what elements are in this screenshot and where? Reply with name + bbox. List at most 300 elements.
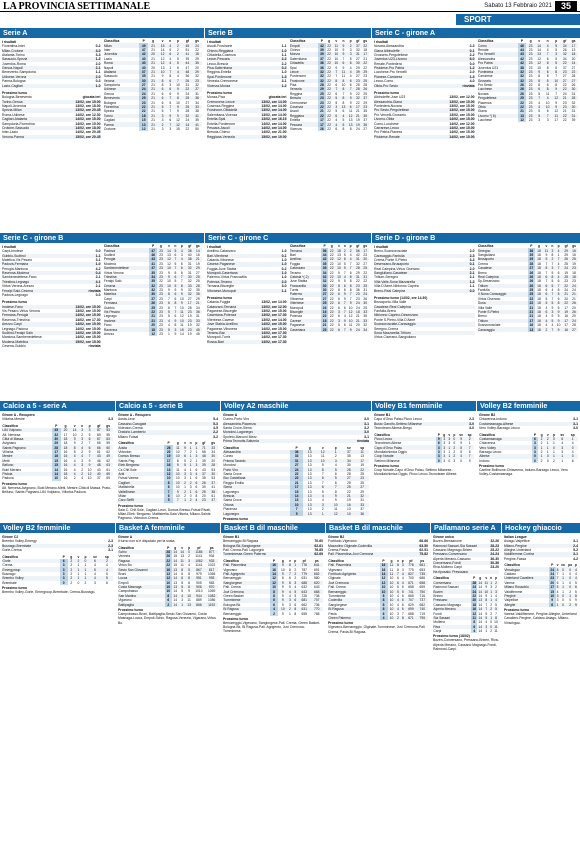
table-cell: 30 [322,283,327,288]
table-cell: 16 [63,467,68,472]
table-cell: 5 [557,314,560,319]
table-cell: 3 [294,580,297,585]
match-name: Albinoleffe-Juve U23 [374,95,406,100]
table-cell: 2 [490,629,493,634]
column-header: p [552,432,555,437]
page-number: 35 [555,1,577,12]
table-cell: 11 [180,563,184,568]
table-cell: 5 [343,279,346,284]
team-name: Conversano [433,581,471,585]
section-body [431,533,501,673]
table-cell: 16 [52,454,61,458]
table-cell: 2 [189,498,192,503]
table-cell: 4 [471,629,477,633]
match-name: Cassano-Carugate [118,421,147,426]
table-cell: 13 [307,489,312,494]
table-cell: 37 [139,70,148,74]
table-cell: 22 [327,43,331,48]
table-cell: 643 [298,589,310,593]
table-cell: 36 [363,122,368,127]
table-cell: 10 [389,594,394,599]
table-cell: 22 [329,292,334,297]
match-score: 2-2 [281,61,287,66]
table-cell: 4 [401,572,404,577]
table-cell: 24 [564,288,569,293]
table-cell: 23 [363,252,368,257]
match-score: 14/02, ore 15.00 [449,134,475,139]
table-cell: 9 [342,47,345,52]
team-name: Ternana [290,248,321,252]
team-name: Pordenone [289,74,307,79]
table-cell: 15 [158,43,167,47]
table-cell: 6 [396,576,399,581]
table-cell: 21 [529,305,534,310]
table-cell: 13 [303,485,316,489]
table-cell: 6 [169,91,172,96]
match-score: 4-0 [469,79,475,84]
table-cell: 1 [288,611,291,616]
table-cell: 10 [87,476,92,481]
column-header: Classifica [289,39,306,44]
team-name: Salernitana [289,56,307,61]
column-header: P [62,554,65,559]
table-cell: 5 [545,296,548,301]
match-score: 14/02, ore 15.00 [75,117,101,122]
table-cell: 26 [518,87,527,91]
table-cell: 28 [569,96,578,100]
table-cell: 5 [556,585,559,590]
table-cell: 37 [363,96,368,101]
standings-header [118,441,218,445]
subheading: Prossimo turno [374,464,400,469]
table-cell: 46 [96,458,101,463]
column-header: g [281,558,284,563]
team-name: Brembo Volley [2,576,60,580]
table-cell: 8 [396,563,399,568]
table-cell: 32 [195,74,199,79]
table-cell: 23 [550,576,555,581]
table-row [290,301,370,305]
table-cell: 7 [169,109,172,114]
section-columns [374,244,578,340]
column-header: Classifica [328,558,344,563]
table-cell: 3 [180,252,183,257]
team-name: Sp.Desenzano [477,279,500,284]
table-cell: 9 [173,114,182,118]
match-name: Chiavenna-Induno [479,417,507,422]
table-cell: 2 [84,580,87,585]
table-cell: 13 [478,598,483,603]
table-cell: 10 [484,589,489,594]
table-cell: 10 [316,459,329,463]
match-name: Casertana-Potenza [207,313,237,318]
match-score: 1-1 [281,52,287,57]
table-cell: 13 [307,454,312,459]
table-cell: 726 [301,594,307,599]
table-cell: 14 [535,43,544,47]
table-cell: 0 [189,493,192,498]
table-cell: 25 [196,279,200,284]
match-score: 13/02, ore 14.00 [261,99,287,104]
column-header: n [189,441,192,446]
team-name: Genoa [103,91,114,96]
table-cell: 8 [174,270,177,275]
table-cell: 4 [538,100,541,105]
table-cell: 1 [195,445,198,450]
table-cell: 4 [574,576,577,581]
table-cell: 43 [96,467,101,472]
team-name: Sambenedettese [104,266,150,270]
table-cell: 5 [543,301,550,305]
table-cell: 3 [396,611,399,616]
table-cell: 7 [333,70,340,74]
table-cell: 0 [532,459,539,463]
table-cell: 2 [173,43,182,47]
match-name: Paganese-Bisceglie [207,308,237,313]
table-cell: 4 [178,248,186,252]
team-name: Green Basket [223,594,244,599]
table-cell: 5 [173,61,182,65]
table-cell: 23 [159,261,163,266]
table-cell: 21 [194,301,202,305]
table-cell: 3 [556,594,559,599]
table-cell: 12 [85,472,94,476]
table-cell: 5 [555,292,563,296]
table-cell: 29 [564,248,569,253]
table-cell: 32 [518,79,527,83]
table-cell: 738 [313,594,320,599]
table-cell: 26 [166,554,171,559]
table-cell: 25 [183,105,192,109]
table-cell: 1086 [207,598,216,603]
column-header: p [494,576,497,581]
table-cell: 14 [478,629,483,634]
table-cell: 6 [556,580,559,585]
match-name: Desenzano-Brusaporto [374,262,409,267]
table-cell: 22 [327,74,331,79]
table-cell: 8 [270,594,279,598]
table-cell: 659 [301,611,307,616]
table-cell: 9 [168,270,170,275]
table-cell: 3 [288,598,291,603]
table-cell: 6 [167,52,173,56]
match-name: Chievo-Reggiana [207,48,234,53]
match-name: Gorle-Crema [2,547,22,552]
table-cell: 4 [557,261,560,266]
table-cell: 629 [408,602,414,607]
table-cell: 2 [75,559,82,563]
table-cell: 1 [75,576,82,580]
match-score: 32-26 [490,539,499,544]
team-name: Cavese [290,319,321,323]
table-cell: 21 [194,257,202,261]
table-cell: 4 [561,441,564,446]
table-cell: 19 [356,118,360,123]
table-cell: 2 [540,450,543,455]
standings-table [290,39,370,131]
table-cell: 6 [335,292,342,296]
table-cell: 13 [303,494,316,498]
section-title: Serie C - girone A [372,28,580,38]
table-cell: 28 [166,549,171,554]
table-cell: 6 [161,100,164,105]
table-cell: 5 [457,445,465,449]
match-score: 36-30 [490,556,499,561]
match-score: 25-22 [490,547,499,552]
table-cell: 7 [555,91,558,96]
table-cell: 9 [343,318,346,323]
column-header: n [174,244,177,249]
table-cell: 26 [183,79,192,83]
table-cell: 34 [322,270,327,275]
team-name: Triestina [104,275,150,279]
match-name: Alleghe-Unterland [504,547,532,552]
table-cell: 69 [96,432,101,437]
table-cell: 6 [335,127,338,131]
team-name: Padova [2,476,14,481]
table-cell: 10 [337,266,341,271]
table-cell: 33 [208,445,218,449]
table-cell: 28 [529,261,534,266]
column-header: p [334,445,337,450]
table-row [118,498,218,502]
table-cell: 10 [389,576,394,581]
column-header: v [485,576,488,581]
table-cell: 11 [544,248,549,253]
fixture-text: Coop Novate-Capo d'Orso Palau, Settimo Milanese-Mondialchimica Oggio, Picco Lecco-Tecnoteam Albese. [374,468,458,477]
team-name: Benevento [104,96,139,100]
section-title: Basket A femminile [116,523,220,533]
match-score: 3-1 [364,421,369,426]
table-cell: 3 [189,472,192,477]
table-cell: 40 [187,252,192,257]
table-cell: 1185 [193,550,206,554]
match-name: Spal-Pordenone [207,74,232,79]
table-cell: 10 [556,323,561,328]
team-name: Bologna [103,100,116,105]
table-cell: 23 [159,332,163,336]
table-cell: 31 [187,270,192,275]
team-name: Eleb.Bergamo [118,463,164,467]
table-cell: 9 [460,441,463,446]
match-score: 2-3 [108,539,113,544]
table-cell: 55 [106,432,111,437]
table-cell: 29 [356,65,360,70]
table-cell: 1 [189,463,192,468]
column-header: n [169,39,172,44]
table-cell: 5 [555,56,558,61]
subheading: I risultati [2,40,17,44]
team-name: Cosenza [290,105,319,109]
match-score: 62-61 [314,543,323,548]
team-name: Palermo [290,292,321,296]
match-name: Breno-Scanzorosciate [374,249,408,254]
table-cell: 3 [532,450,539,454]
table-cell: 13 [173,580,178,585]
table-cell: 2 [288,607,291,612]
match-score: 0-0 [95,249,101,254]
table-cell: 3 [556,598,559,603]
subheading: Girone B1 [374,413,391,417]
column-header: pf [409,558,413,563]
section-title: Volley B2 femminile [477,401,580,411]
column-header: sv [560,432,565,437]
team-name: Cs Chif.Sole [118,467,137,472]
standings-header [290,39,370,43]
table-cell: 5 [288,585,291,590]
table-cell: 866 [193,602,206,606]
table-cell: 30 [139,79,148,83]
table-cell: 6 [343,323,346,328]
match-score: 1-0 [281,257,287,262]
table-cell: 62 [106,450,111,455]
match-score: 2-2 [213,430,218,435]
table-cell: 2 [189,458,192,463]
table-cell: 45 [52,428,61,432]
table-cell: 27 [562,74,567,79]
column-header: n [342,39,345,44]
table-cell: 7 [551,292,554,297]
table-cell: 2 [538,437,544,441]
table-cell: 4 [94,563,96,568]
team-name: Lucca [118,576,165,580]
table-cell: 33 [290,454,303,458]
table-cell: 23 [159,305,163,310]
match-name: Lazio-Cagliari [2,83,23,88]
table-cell: 8 [546,74,549,79]
table-cell: 22 [329,279,334,284]
team-name: Reggio Emilia [223,480,244,485]
table-cell: 4 [173,70,182,74]
table-cell: 18 [322,318,327,323]
table-cell: 7 [535,96,544,100]
table-cell: 23 [157,257,165,261]
table-cell: 632 [301,585,307,590]
table-cell: 3 [557,445,567,449]
table-cell: 16 [564,327,569,332]
standings-table [374,432,474,463]
team-name: Molteno [433,620,446,625]
column-header: gf [356,244,360,249]
table-cell: 0 [437,458,440,463]
table-cell: 27 [363,261,368,266]
match-name: Villa D'Almè-Nibionno Caprino [374,284,420,289]
table-cell: 7 [333,87,340,91]
table-cell: 5 [335,100,338,105]
table-cell: 8 [471,620,477,624]
team-name: Reggina [289,91,303,96]
team-name: Tumminese [328,594,346,599]
table-cell: 6 [179,576,186,580]
match-score: rinviata [356,439,369,444]
table-cell: 20 [356,323,360,328]
match-name: Fiorentina-Inter [2,44,25,49]
table-cell: 0 [560,603,567,607]
table-cell: 6 [396,580,399,585]
table-cell: 18 [537,283,541,288]
spacer [374,293,475,295]
table-cell: 26 [518,92,527,96]
table-cell: 6 [335,91,338,96]
column-header: Classifica [2,423,18,428]
table-cell: 20 [151,65,155,70]
table-cell: 4 [347,257,354,261]
table-cell: 23 [528,65,533,70]
table-cell: 22 [562,118,567,123]
table-cell: 29 [194,266,202,270]
table-cell: 32 [149,284,157,288]
table-cell: 22 [564,301,569,306]
team-name: Pisa [289,83,297,88]
table-cell: 10 [389,585,394,590]
column-header: P [382,558,385,563]
table-cell: 3 [443,454,446,459]
table-cell: 39 [185,56,190,61]
table-cell: 4 [546,47,549,52]
table-cell: 27 [342,476,355,480]
table-row [290,327,370,331]
table-cell: 9 [555,310,563,314]
table-cell: 5 [165,310,173,314]
table-cell: 8 [70,445,79,449]
table-cell: 18 [537,279,541,284]
table-cell: 18 [537,270,541,275]
table-cell: 56 [356,248,360,253]
column-header: n [546,39,549,44]
table-cell: 21 [572,296,576,301]
column-header: v [168,244,170,249]
standings-column [290,39,370,139]
match-score: 13/02, ore 15.00 [449,108,475,113]
table-cell: 31 [360,498,365,503]
table-cell: 1022 [207,563,216,568]
table-cell: 6 [316,485,329,489]
table-cell: 51 [96,450,101,455]
standings-table [118,441,218,502]
table-cell: 2 [158,122,167,126]
table-cell: 8 [349,288,352,293]
table-cell: 4 [167,61,173,65]
table-cell: 5 [179,585,186,589]
match-name: Oratorio Lamberto [118,430,146,435]
match-score: 14/02, ore 12.00 [449,121,475,126]
team-name: Villa Valle [477,305,493,310]
table-cell: 6 [195,467,198,472]
table-cell: 22 [329,270,334,275]
page-header [0,0,580,12]
team-name: Teramo [289,270,301,275]
table-cell: 1 [566,594,573,598]
team-name: V.Nona Caravaggio [478,292,528,296]
table-cell: 21 [529,310,534,315]
table-cell: 19 [187,323,192,328]
table-cell: 5 [552,61,561,65]
table-cell: 6 [164,485,173,489]
table-cell: 6 [401,607,404,612]
table-cell: 8 [335,284,342,288]
table-cell: 2 [493,581,499,585]
table-cell: 641 [310,563,323,567]
table-cell: 7 [555,284,563,288]
match-name: Verona-Parma [2,134,24,139]
table-cell: 8 [294,611,297,616]
table-cell: 32 [320,74,324,79]
table-cell: 28 [356,87,360,92]
team-name: Matelica [104,292,150,296]
table-cell: 9 [168,288,170,293]
column-header: g [328,39,331,44]
match-score: 3-3 [108,417,113,422]
